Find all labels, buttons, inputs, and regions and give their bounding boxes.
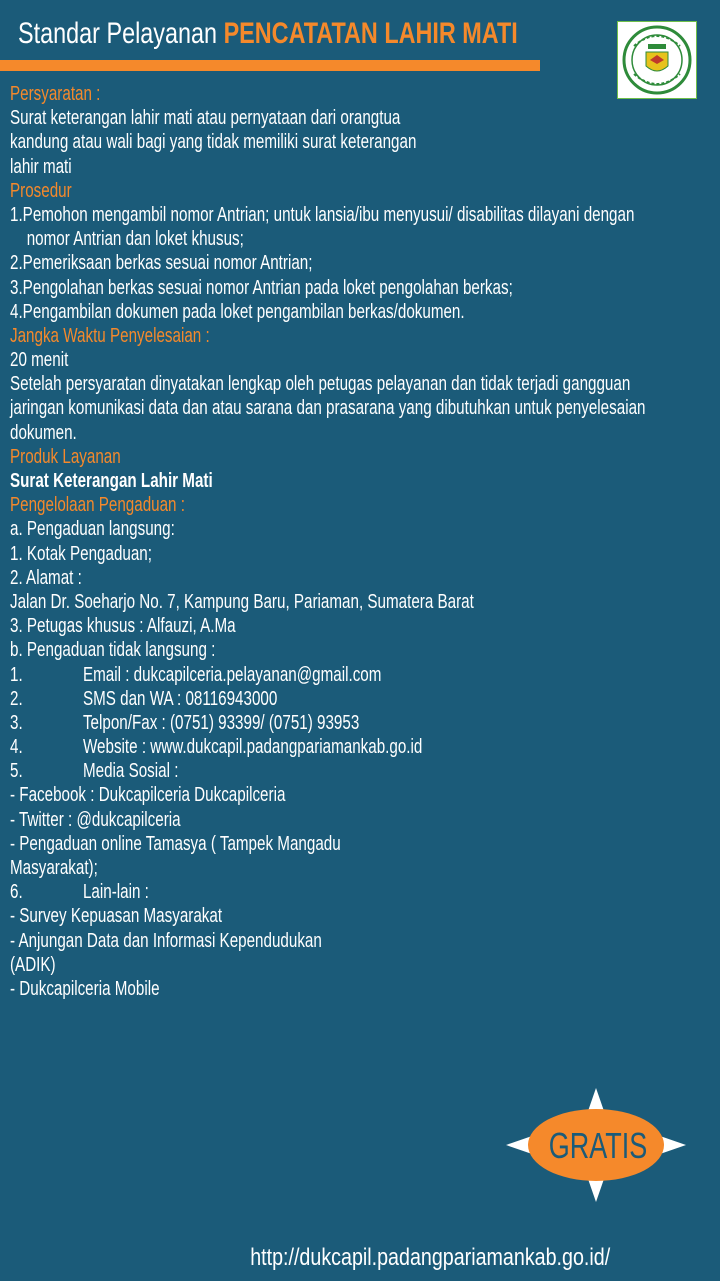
section-heading: Produk Layanan	[10, 445, 121, 468]
content-line: - Dukcapilceria Mobile	[10, 977, 160, 1000]
content-line: 2.Pemeriksaan berkas sesuai nomor Antrian;	[10, 252, 313, 275]
list-text: Email : dukcapilceria.pelayanan@gmail.com	[82, 663, 382, 686]
content-line: 2. Alamat :	[10, 566, 82, 589]
content-line: nomor Antrian dan loket khusus;	[26, 228, 244, 251]
content-line: kandung atau wali bagi yang tidak memiliki surat keterangan	[10, 131, 417, 154]
footer-url	[0, 1243, 720, 1273]
header	[0, 0, 720, 72]
content-line: 1.Pemohon mengambil nomor Antrian; untuk lansia/ibu menyusui/ disabilitas dilayani dengan	[10, 203, 635, 226]
list-text: Telpon/Fax : (0751) 93399/ (0751) 93953	[82, 711, 360, 734]
content-line: a. Pengaduan langsung:	[10, 518, 175, 541]
list-text: SMS dan WA : 08116943000	[82, 687, 278, 710]
list-text: Website : www.dukcapil.padangpariamankab.go.id	[82, 736, 423, 759]
content-line: 4.Pengambilan dokumen pada loket pengambilan berkas/dokumen.	[10, 300, 465, 323]
content-line: 3. Petugas khusus : Alfauzi, A.Ma	[10, 615, 236, 638]
list-number: 5.	[10, 760, 23, 783]
content-line: 20 menit	[10, 349, 69, 372]
content-line: dokumen.	[10, 421, 77, 444]
list-number: 6.	[10, 881, 23, 904]
content-line	[10, 711, 542, 735]
title-underline	[0, 60, 540, 71]
content-line: Surat Keterangan Lahir Mati	[10, 470, 213, 492]
content-line: 3.Pengolahan berkas sesuai nomor Antrian pada loket pengolahan berkas;	[10, 276, 513, 299]
content-line	[10, 735, 542, 759]
list-number: 4.	[10, 736, 23, 759]
list-text: Lain-lain :	[82, 881, 149, 904]
content-line: - Twitter : @dukcapilceria	[10, 808, 181, 831]
section-heading: Persyaratan :	[10, 83, 101, 105]
title-accent: PENCATATAN LAHIR MATI	[223, 17, 518, 50]
content-line	[10, 880, 542, 904]
list-text: Media Sosial :	[82, 760, 179, 783]
content-line: Surat keterangan lahir mati atau pernyataan dari orangtua	[10, 107, 401, 130]
content-line: - Facebook : Dukcapilceria Dukcapilceria	[10, 784, 286, 807]
content-line: Jalan Dr. Soeharjo No. 7, Kampung Baru, Pariaman, Sumatera Barat	[10, 590, 474, 613]
page-title	[18, 14, 518, 54]
content-line	[10, 687, 542, 711]
content-line: - Pengaduan online Tamasya ( Tampek Mangadu	[10, 832, 341, 855]
gratis-label: GRATIS	[548, 1125, 648, 1166]
content-line: Masyarakat);	[10, 857, 98, 879]
content-line: Setelah persyaratan dinyatakan lengkap oleh petugas pelayanan dan tidak terjadi gangguan	[10, 373, 631, 396]
gratis-badge-graphic	[506, 1088, 686, 1202]
section-heading: Jangka Waktu Penyelesaian :	[10, 324, 210, 347]
list-number: 1.	[10, 663, 23, 686]
content-line	[10, 663, 542, 687]
gratis-badge	[506, 1088, 686, 1202]
title-prefix: Standar Pelayanan	[18, 17, 218, 50]
list-number: 2.	[10, 687, 23, 710]
content-line: - Survey Kepuasan Masyarakat	[10, 905, 223, 928]
content-line: jaringan komunikasi data dan atau sarana dan prasarana yang dibutuhkan untuk penyelesaian	[10, 397, 646, 420]
content-line: 1. Kotak Pengaduan;	[10, 542, 152, 565]
content-line: lahir mati	[10, 155, 72, 178]
content-line: b. Pengaduan tidak langsung :	[10, 639, 216, 662]
service-content	[10, 82, 710, 1001]
content-line	[10, 759, 542, 783]
content-line: - Anjungan Data dan Informasi Kependudukan	[10, 929, 322, 952]
section-heading: Prosedur	[10, 179, 72, 202]
website-url: http://dukcapil.padangpariamankab.go.id/	[249, 1244, 610, 1271]
content-line: (ADIK)	[10, 953, 56, 976]
list-number: 3.	[10, 711, 23, 734]
section-heading: Pengelolaan Pengaduan :	[10, 494, 185, 517]
